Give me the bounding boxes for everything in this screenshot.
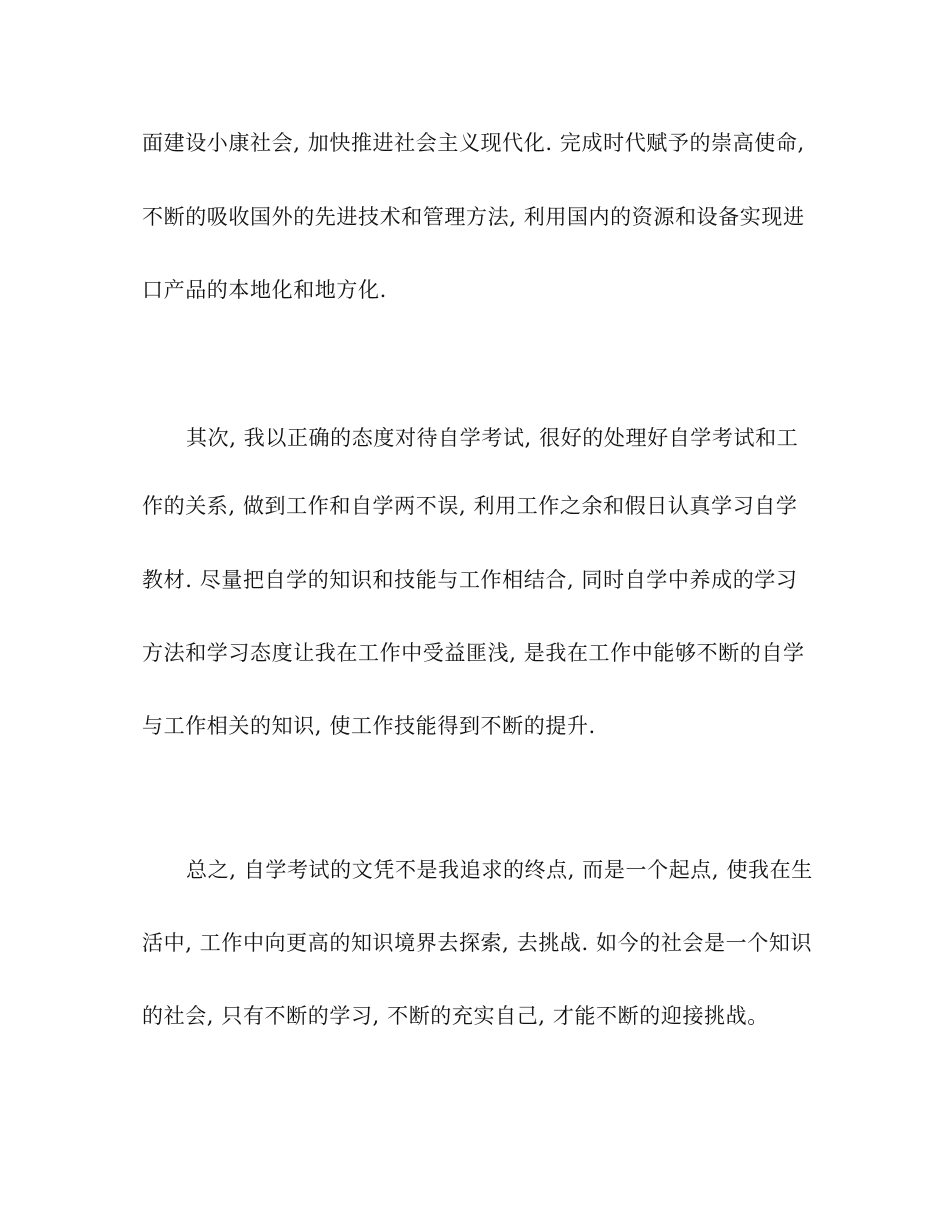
paragraph-1-line-3: 口产品的本地化和地方化.	[142, 278, 387, 302]
paragraph-2-line-4: 方法和学习态度让我在工作中受益匪浅, 是我在工作中能够不断的自学	[142, 641, 805, 665]
paragraph-3-line-1: 总之, 自学考试的文凭不是我追求的终点, 而是一个起点, 使我在生	[186, 858, 813, 882]
paragraph-3-line-3: 的社会, 只有不断的学习, 不断的充实自己, 才能不断的迎接挑战。	[142, 1004, 769, 1028]
paragraph-1-line-1: 面建设小康社会, 加快推进社会主义现代化. 完成时代赋予的崇高使命,	[142, 131, 805, 155]
paragraph-2-line-1: 其次, 我以正确的态度对待自学考试, 很好的处理好自学考试和工	[186, 426, 799, 450]
paragraph-2-line-3: 教材. 尽量把自学的知识和技能与工作相结合, 同时自学中养成的学习	[142, 568, 798, 592]
paragraph-2-line-5: 与工作相关的知识, 使工作技能得到不断的提升.	[142, 714, 596, 738]
paragraph-1-line-2: 不断的吸收国外的先进技术和管理方法, 利用国内的资源和设备实现进	[142, 205, 805, 229]
paragraph-2-line-2: 作的关系, 做到工作和自学两不误, 利用工作之余和假日认真学习自学	[142, 494, 798, 518]
paragraph-3-line-2: 活中, 工作中向更高的知识境界去探索, 去挑战. 如今的社会是一个知识	[142, 931, 813, 955]
